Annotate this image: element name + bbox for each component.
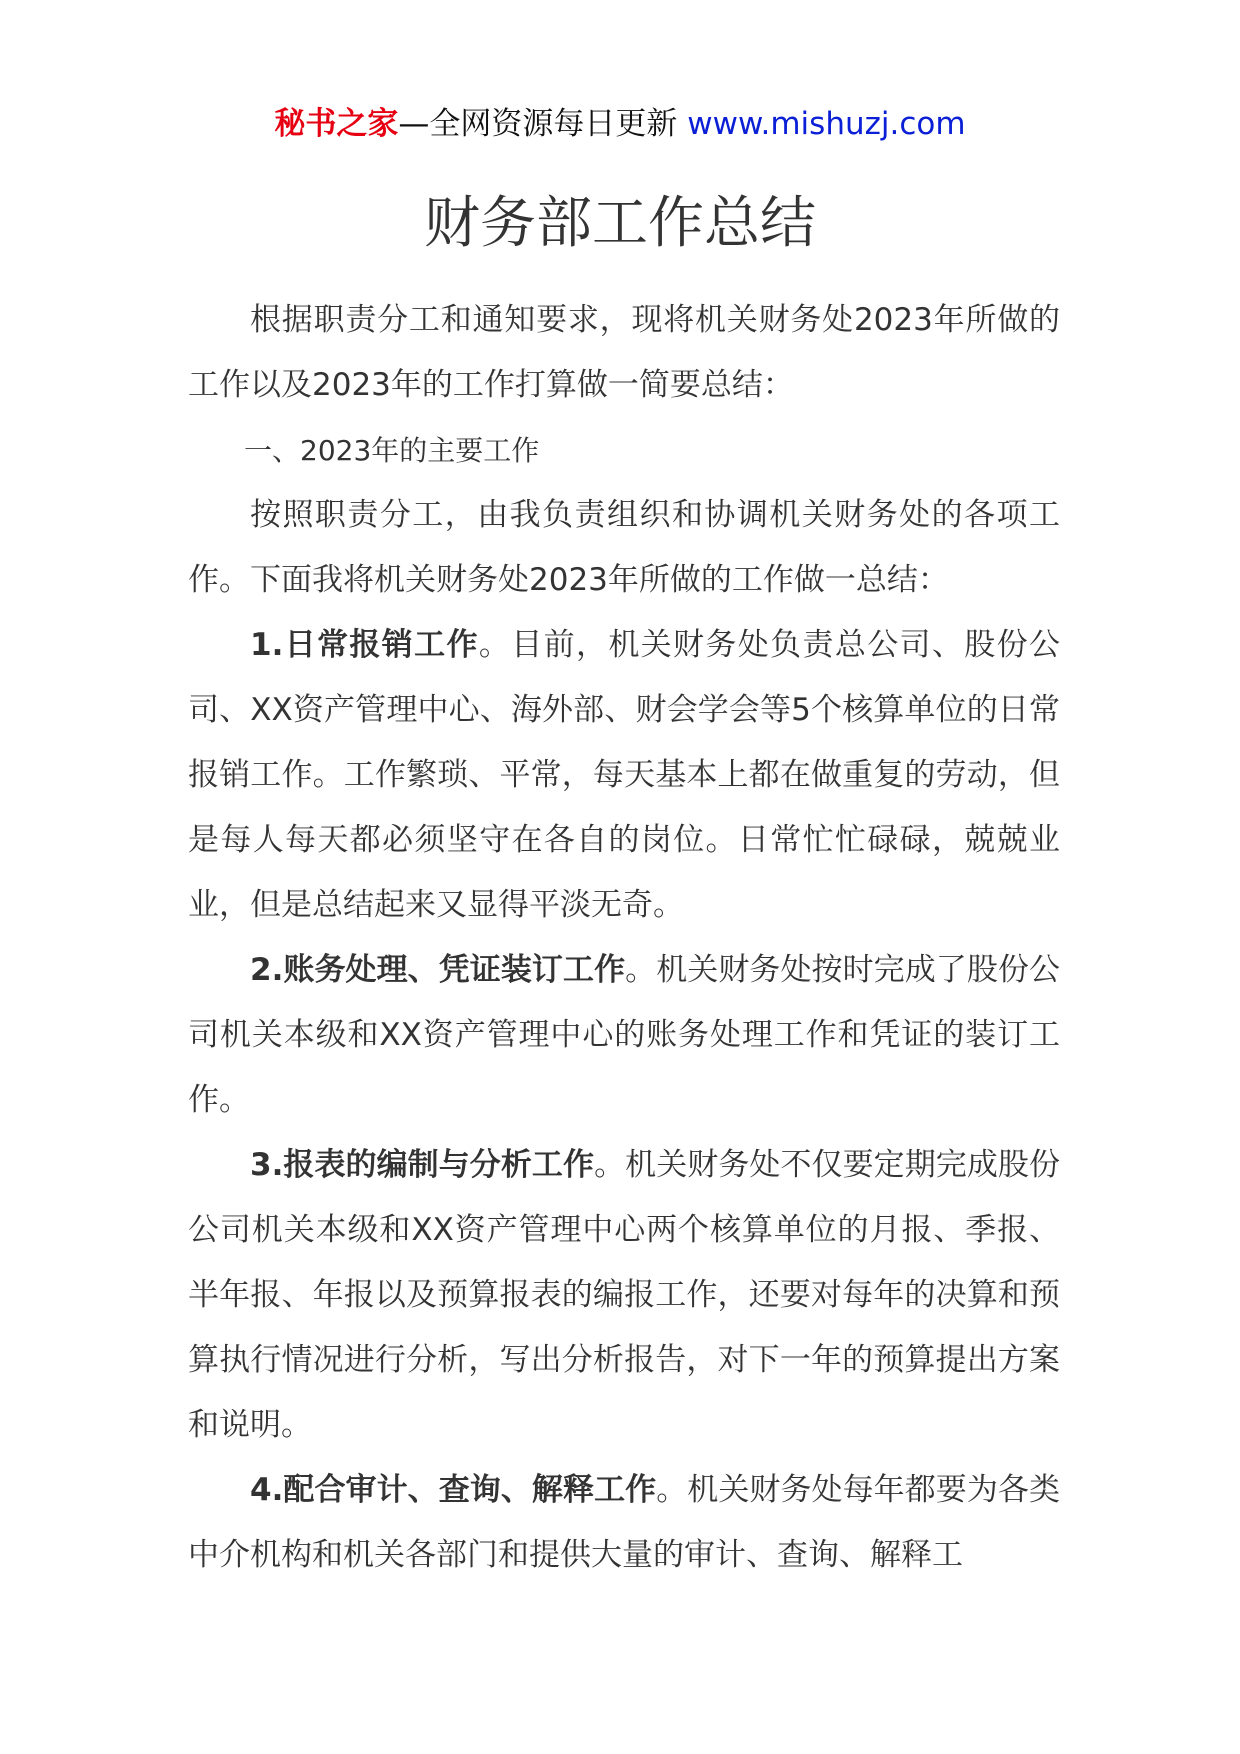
work-item-text: 。机关财务处不仅要定期完成股份公司机关本级和XX资产管理中心两个核算单位的月报、季报、半年报、年报以及预算报表的编报工作，还要对每年的决算和预算执行情况进行分析，写出分析报告，对下一年的预算提出方案和说明。 [188, 1147, 1060, 1443]
work-item-paragraph [188, 1458, 1060, 1588]
work-item-paragraph [188, 938, 1060, 1133]
document-body [188, 288, 1060, 1588]
site-url-link[interactable]: www.mishuzj.com [687, 106, 966, 142]
section-heading: 一、2023年的主要工作 [244, 434, 540, 467]
section-intro-paragraph: 按照职责分工，由我负责组织和协调机关财务处的各项工作。下面我将机关财务处2023年所做的工作做一总结： [188, 497, 1060, 598]
work-item-text: 。目前，机关财务处负责总公司、股份公司、XX资产管理中心、海外部、财会学会等5个核算单位的日常报销工作。工作繁琐、平常，每天基本上都在做重复的劳动，但是每人每天都必须坚守在各自的岗位。日常忙忙碌碌，兢兢业业，但是总结起来又显得平淡无奇。 [188, 627, 1060, 923]
work-item-title: 3.报表的编制与分析工作 [250, 1147, 595, 1183]
site-header [0, 102, 1240, 146]
work-item-title: 2.账务处理、凭证装订工作 [250, 952, 626, 988]
site-tagline: —全网资源每日更新 [398, 106, 678, 142]
intro-paragraph: 根据职责分工和通知要求，现将机关财务处2023年所做的工作以及2023年的工作打算做一简要总结： [188, 302, 1060, 403]
work-item-text: 。机关财务处按时完成了股份公司机关本级和XX资产管理中心的账务处理工作和凭证的装订工作。 [188, 952, 1060, 1118]
site-name: 秘书之家 [274, 106, 399, 142]
document-title: 财务部工作总结 [424, 191, 816, 256]
work-item-paragraph [188, 613, 1060, 938]
work-item-title: 1.日常报销工作 [250, 627, 479, 663]
work-item-title: 4.配合审计、查询、解释工作 [250, 1472, 657, 1508]
work-item-paragraph [188, 1133, 1060, 1458]
work-item-text: 。机关财务处每年都要为各类中介机构和机关各部门和提供大量的审计、查询、解释工 [188, 1472, 1060, 1573]
